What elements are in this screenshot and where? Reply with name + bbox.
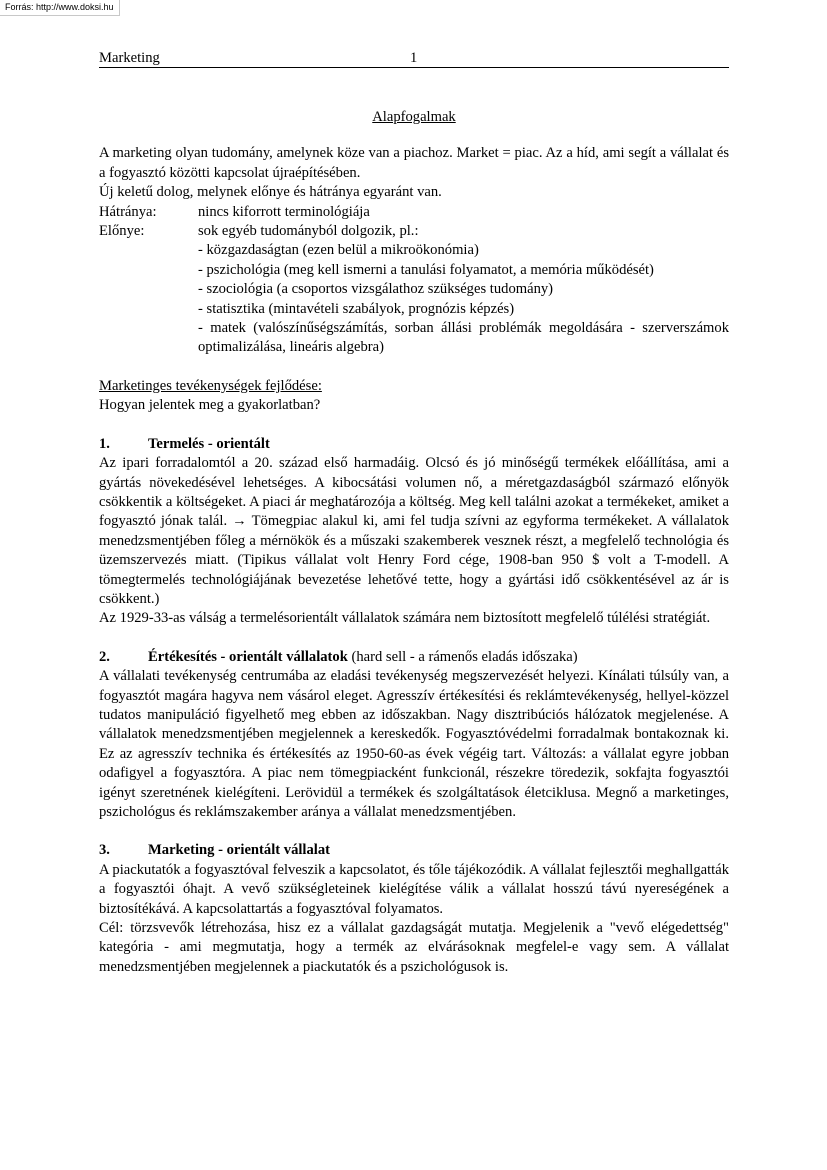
header-title: Marketing (99, 50, 160, 66)
section-number: 2. (99, 648, 110, 665)
intro-paragraph: Új keletű dolog, melynek előnye és hátránya egyaránt van. (99, 184, 442, 201)
section-paragraph: A piackutatók a fogyasztóval felveszik a kapcsolatot, és tőle tájékozódik. A vállalat fejlesztői meghallgatták a fogyasztói óhajt. A vevő szükségleteinek kielégítése válik a vállalat hosszú távú nyereségének a biztosítékává. A kapcsolattartás a fogyasztóval folyamatos. (99, 861, 729, 917)
advantage-item: - pszichológia (meg kell ismerni a tanulási folyamatot, a memória működését) (198, 261, 654, 278)
section-title: Értékesítés - orientált vállalatok (148, 648, 348, 665)
page-number: 1 (410, 50, 418, 66)
development-heading: Marketinges tevékenységek fejlődése: (99, 377, 322, 394)
section-note: (hard sell - a rámenős eladás időszaka) (347, 648, 578, 665)
document-page (99, 50, 729, 977)
advantage-item: - matek (valószínűségszámítás, sorban állási problémák megoldására - szerverszámok optimalizálása, lineáris algebra) (198, 320, 729, 356)
section-number: 1. (99, 435, 110, 452)
development-question: Hogyan jelentek meg a gyakorlatban? (99, 397, 321, 414)
disadvantage-row (99, 203, 729, 222)
intro-paragraph: A marketing olyan tudomány, amelynek köze van a piachoz. Market = piac. Az a híd, ami segít a vállalat és a fogyasztó közötti kapcsolat újraépítésében. (99, 145, 729, 181)
advantage-item: - szociológia (a csoportos vizsgálathoz szükséges tudomány) (198, 281, 554, 298)
section-title: Termelés - orientált (148, 435, 270, 452)
section-paragraph: Az ipari forradalomtól a 20. század első harmadáig. Olcsó és jó minőségű termékek előállítása, ami a gyártás növekedésével lehetséges. A kibocsátási volumen nő, a méretgazdaságból származó előnyök csökkentik a költségeket. A piaci ár meghatározója a költség. Meg kell találni azokat a termékeket, amiket a fogyasztó jónak talál. → Tömegpiac alakul ki, ami fel tudja szívni az egyforma termékeket. A vállalatok menedzsmentjében főleg a mérnökök és a műszaki szakemberek vesznek részt, a megfelelő technológia és üzemszervezés miatt. (Tipikus vállalat volt Henry Ford cége, 1908-ban 950 $ volt a T-modell. A tömegtermelés technológiájának bevezetése lehetővé tette, hogy a gyártási idő csökkentésével az ár is csökkent.) (99, 455, 729, 607)
disadvantage-label: Hátránya: (99, 203, 157, 220)
document-title: Alapfogalmak (372, 109, 456, 125)
page-header (99, 50, 729, 68)
section-paragraph: Cél: törzsvevők létrehozása, hisz ez a vállalat gazdagságát mutatja. Megjelenik a "vevő elégedettség" kategória - ami megmutatja, hogy a termék az elvárásoknak megfelel-e vagy sem. A vállalat menedzsmentjében megjelennek a piackutatók és a pszichológusok is. (99, 920, 729, 975)
section-heading (99, 648, 729, 667)
advantage-item: - közgazdaságtan (ezen belül a mikroökonómia) (198, 242, 479, 259)
advantage-row (99, 222, 729, 241)
source-label: Forrás: http://www.doksi.hu (0, 0, 120, 16)
advantage-item: - statisztika (mintavételi szabályok, prognózis képzés) (198, 300, 515, 317)
disadvantage-text: nincs kiforrott terminológiája (198, 203, 370, 220)
section-paragraph: A vállalati tevékenység centrumába az eladási tevékenység megszervezését helyezi. Kínálati túlsúly van, a fogyasztót magára hagyva nem vásárol eleget. Agresszív értékesítési és reklámtevékenység, hellyel-közzel tudatos manipuláció figyelhető meg ebben az időszakban. Nagy disztribúciós hálózatok megjelenése. A vállalatok menedzsmentjében megjelennek a kereskedők. Fogyasztóvédelmi forradalmak bontakoznak ki. Ez az agresszív technika és értékesítés az 1950-60-as évek végéig tart. Változás: a vállalat egyre jobban odafigyel a fogyasztóra. A piac nem tömegpiacként funkcionál, részekre töredezik, sokfajta fogyasztói igényt szeretnének kielégíteni. Lerövidül a termékek és szolgáltatások életciklusa. Megnő a marketinges, pszichológus és reklámszakember aránya a vállalat menedzsmentjében. (99, 668, 729, 820)
advantage-text: sok egyéb tudományból dolgozik, pl.: (198, 223, 419, 240)
section-title: Marketing - orientált vállalat (148, 842, 330, 859)
section-number: 3. (99, 842, 110, 859)
section-heading (99, 435, 729, 454)
section-paragraph: Az 1929-33-as válság a termelésorientált vállalatok számára nem biztosított megfelelő túlélési stratégiát. (99, 610, 711, 627)
advantage-label: Előnye: (99, 223, 145, 240)
section-heading (99, 841, 729, 860)
